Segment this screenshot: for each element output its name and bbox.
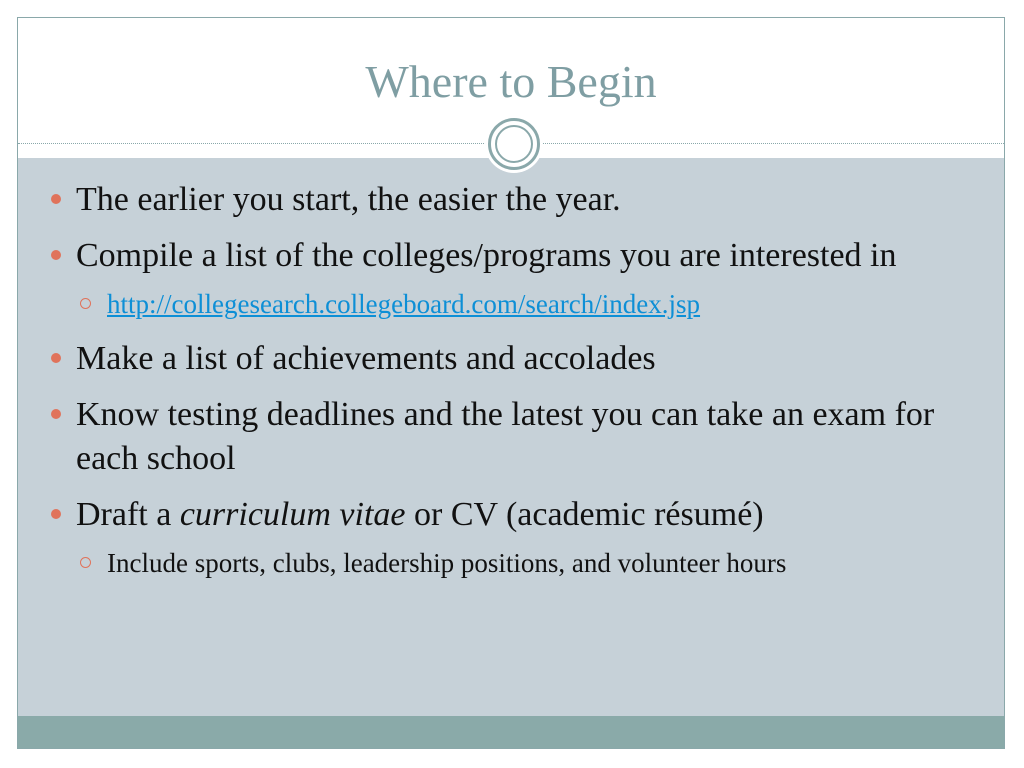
- bullet-text: The earlier you start, the easier the year.: [76, 181, 621, 218]
- filled-circle-bullet-icon: [51, 353, 61, 363]
- collegesearch-link[interactable]: http://collegesearch.collegeboard.com/search/index.jsp: [107, 289, 701, 319]
- bullet-item-achievements: [18, 337, 1004, 381]
- bullet-list: [18, 178, 1004, 596]
- bullet-text-italic: curriculum vitae: [179, 496, 406, 533]
- bullet-text: Make a list of achievements and accolades: [76, 340, 656, 377]
- footer-bar: [18, 716, 1004, 749]
- bullet-item-compile: [18, 234, 1004, 278]
- bullet-text-prefix: Draft a: [76, 496, 180, 533]
- bullet-text: Compile a list of the colleges/programs you are interested in: [76, 237, 897, 274]
- slide: [17, 17, 1005, 749]
- bullet-item-testing: [18, 393, 1004, 481]
- bullet-text: Include sports, clubs, leadership positions, and volunteer hours: [107, 548, 787, 578]
- sub-bullet-item-link: [18, 286, 1004, 323]
- hollow-circle-bullet-icon: [80, 298, 91, 309]
- hollow-circle-bullet-icon: [80, 557, 91, 568]
- sub-bullet-item-include: [18, 545, 1004, 582]
- bullet-item-cv: [18, 493, 1004, 537]
- filled-circle-bullet-icon: [51, 509, 61, 519]
- filled-circle-bullet-icon: [51, 194, 61, 204]
- bullet-text: Know testing deadlines and the latest you can take an exam for each school: [76, 396, 935, 477]
- bullet-text-suffix: or CV (academic résumé): [405, 496, 764, 533]
- bullet-item-earlier: [18, 178, 1004, 222]
- filled-circle-bullet-icon: [51, 250, 61, 260]
- slide-title: Where to Begin: [365, 56, 657, 107]
- circle-inner: [495, 125, 533, 163]
- filled-circle-bullet-icon: [51, 409, 61, 419]
